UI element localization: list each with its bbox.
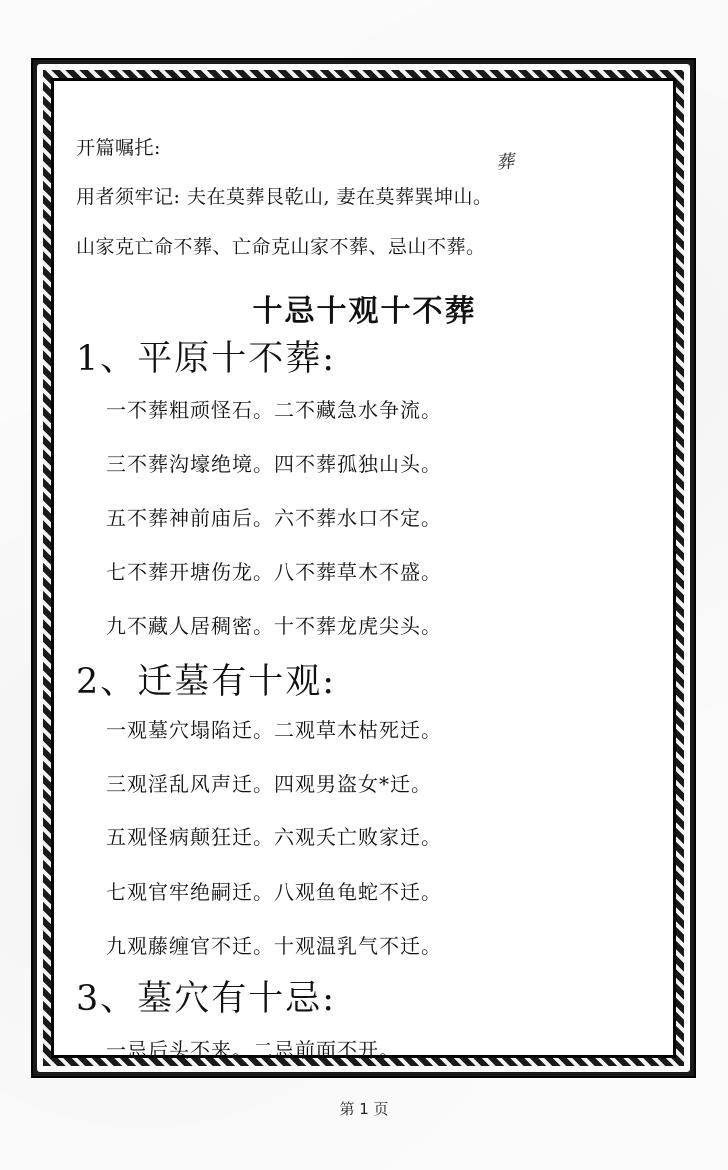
rule-line: 五不葬神前庙后。六不葬水口不定。 bbox=[106, 506, 442, 530]
decorative-border bbox=[31, 58, 696, 1078]
rule-line: 一观墓穴塌陷迁。二观草木枯死迁。 bbox=[106, 718, 442, 742]
rule-line: 九不藏人居稠密。十不葬龙虎尖头。 bbox=[106, 614, 442, 638]
page-title: 十忌十观十不葬 bbox=[252, 294, 477, 329]
rule-line: 七观官牢绝嗣迁。八观鱼龟蛇不迁。 bbox=[106, 880, 442, 904]
section-heading-3: 3、墓穴有十忌: bbox=[76, 979, 337, 1019]
section-heading-2: 2、迁墓有十观: bbox=[76, 662, 337, 702]
rule-line: 七不葬开塘伤龙。八不葬草木不盛。 bbox=[106, 560, 442, 584]
content-panel bbox=[51, 78, 676, 1062]
rule-line: 三观淫乱风声迁。四观男盗女*迁。 bbox=[106, 772, 432, 796]
handwritten-correction: 葬 bbox=[495, 151, 516, 174]
rule-line: 三不葬沟壕绝境。四不葬孤独山头。 bbox=[106, 452, 442, 476]
intro-line-1: 用者须牢记: 夫在莫葬艮乾山, 妻在莫葬巽坤山。 bbox=[76, 186, 493, 208]
intro-heading: 开篇嘱托: bbox=[76, 137, 161, 159]
rule-line: 一忌后头不来。二忌前面不开。 bbox=[106, 1038, 400, 1062]
section-heading-1: 1、平原十不葬: bbox=[76, 339, 337, 379]
rule-line: 五观怪病颠狂迁。六观夭亡败家迁。 bbox=[106, 825, 442, 849]
intro-line-2: 山家克亡命不葬、亡命克山家不葬、忌山不葬。 bbox=[76, 236, 486, 258]
document-body bbox=[76, 101, 653, 1062]
rule-line: 一不葬粗顽怪石。二不藏急水争流。 bbox=[106, 398, 442, 422]
page-number: 第 1 页 bbox=[339, 1100, 389, 1118]
rule-line: 九观藤缠官不迁。十观温乳气不迁。 bbox=[106, 934, 442, 958]
